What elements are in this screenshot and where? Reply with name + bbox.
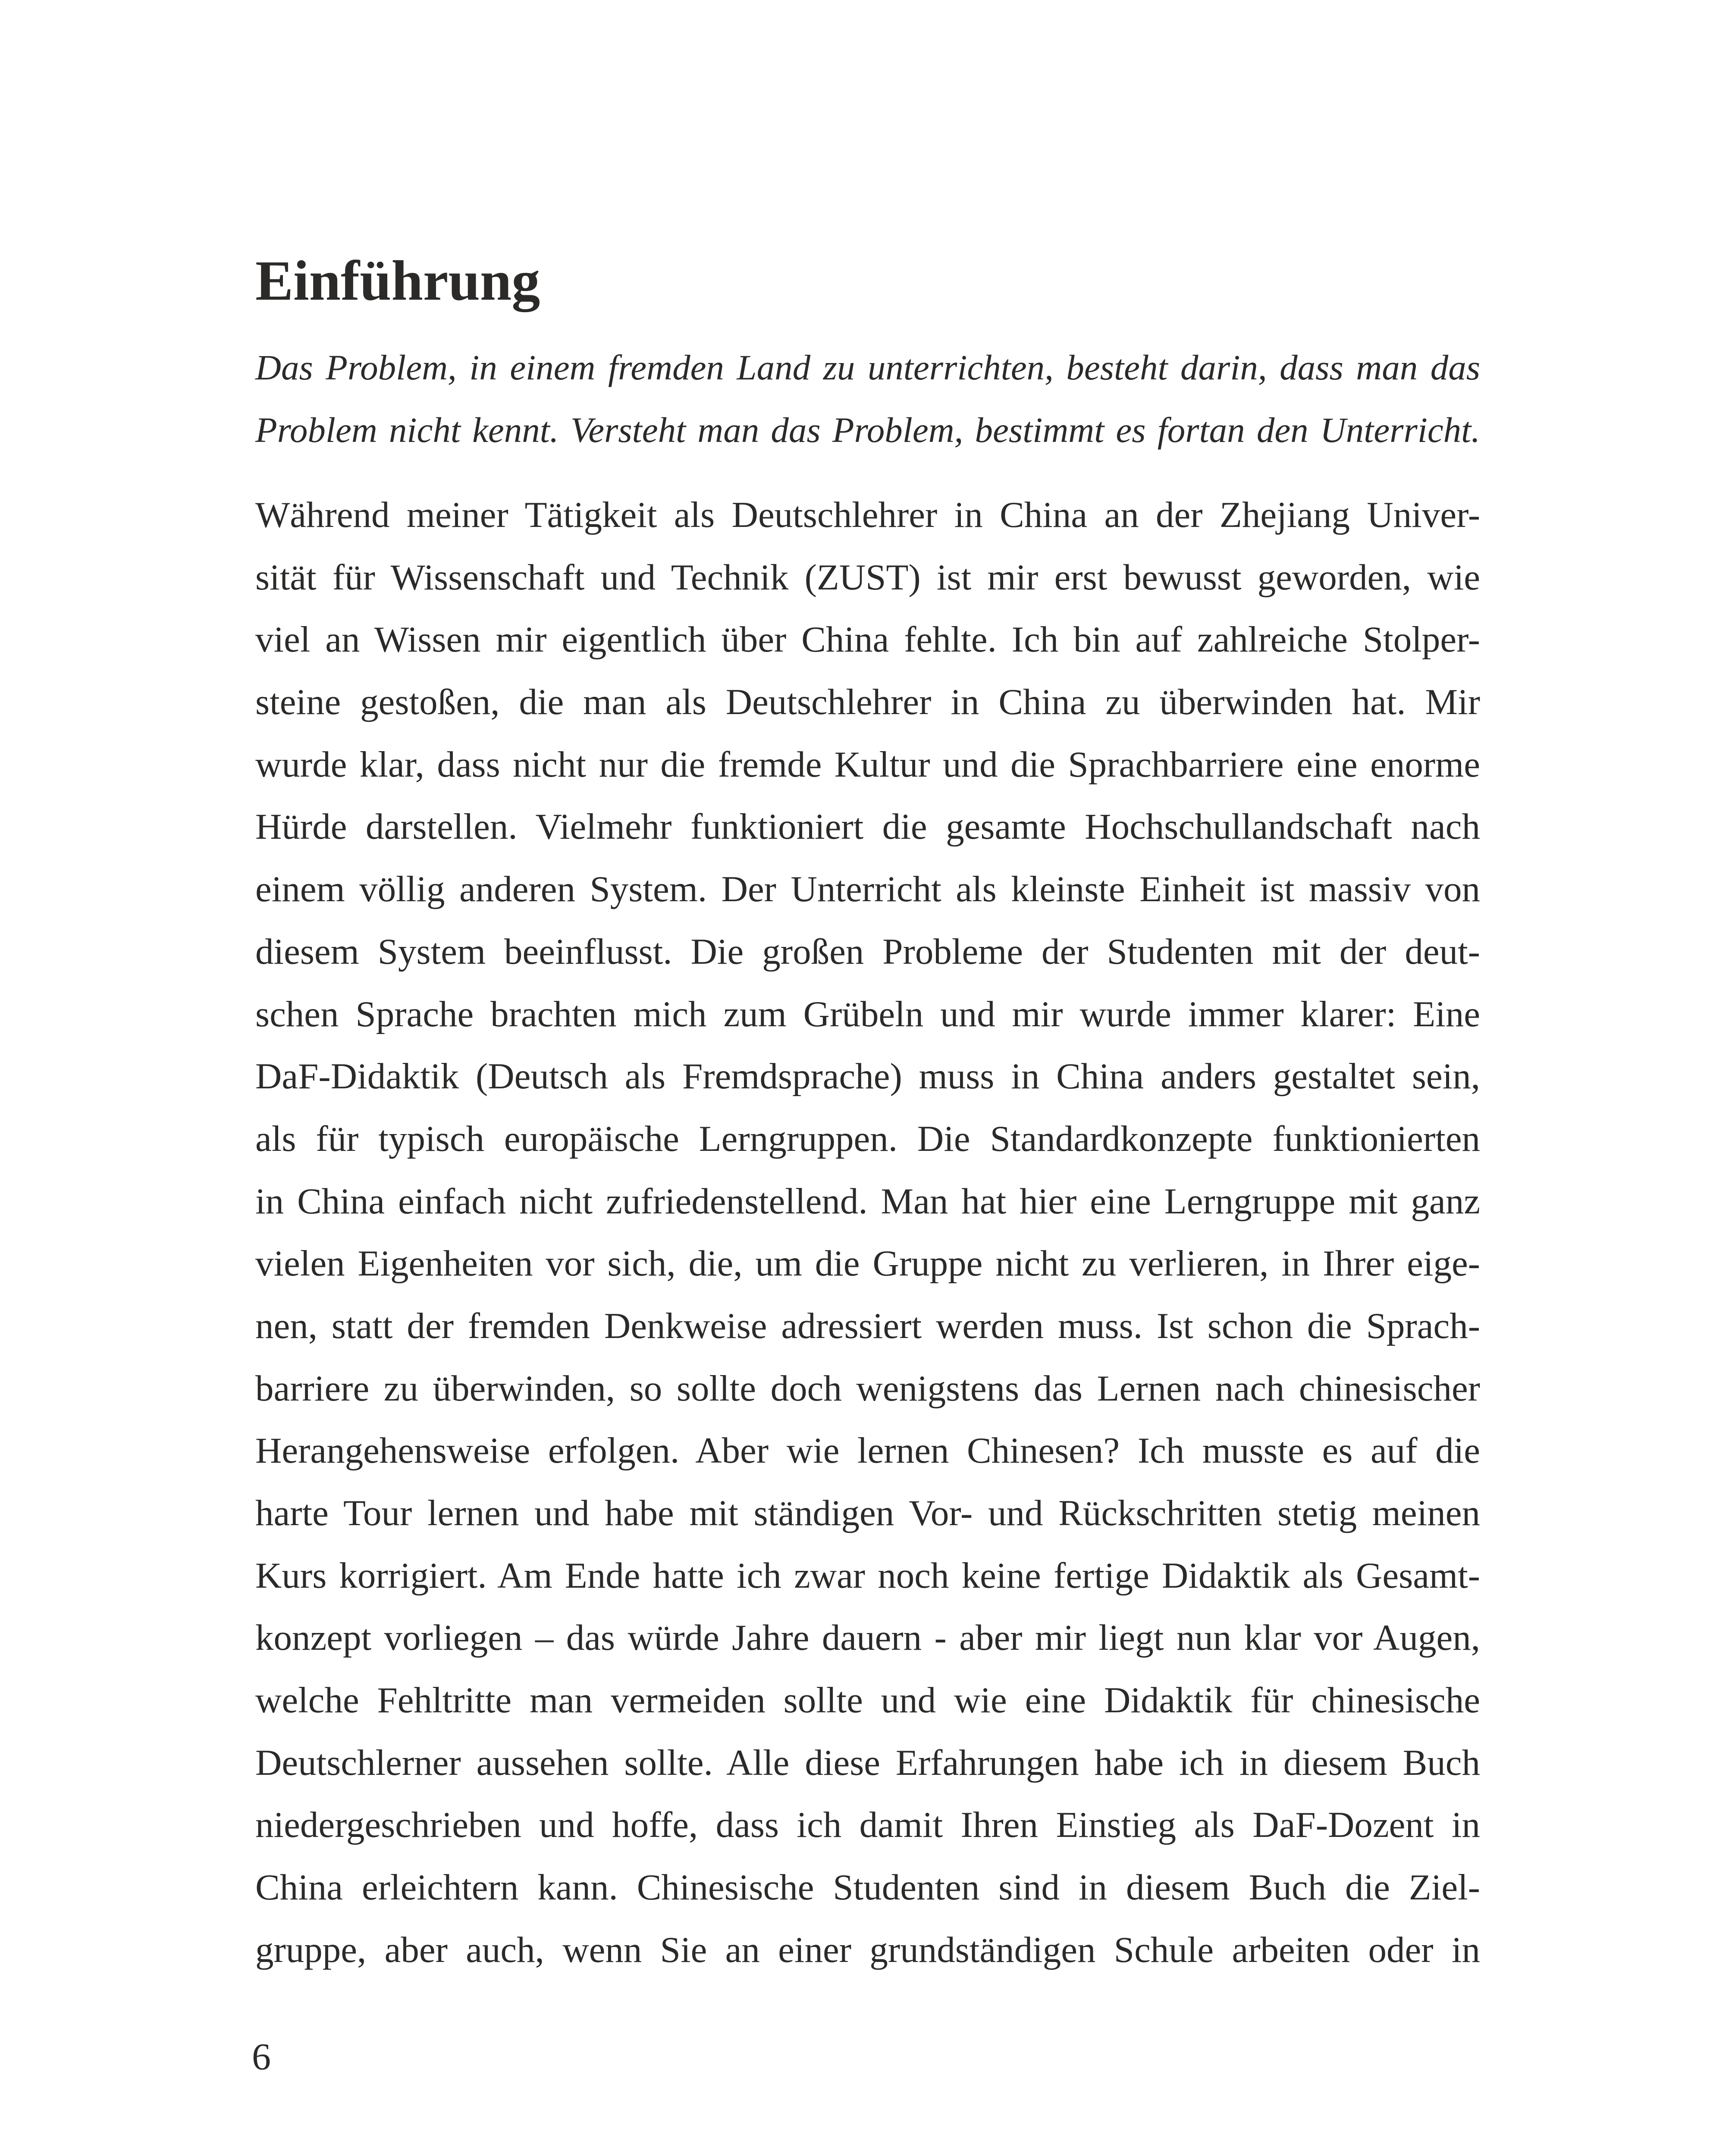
- text-line: China erleichtern kann. Chinesische Studenten sind in diesem Buch die Ziel-: [255, 1867, 1480, 1908]
- text-line: gruppe, aber auch, wenn Sie an einer grundständigen Schule arbeiten oder in: [255, 1929, 1480, 1970]
- text-line: einem völlig anderen System. Der Unterricht als kleinste Einheit ist massiv von: [255, 869, 1480, 910]
- text-line: als für typisch europäische Lerngruppen. Die Standardkonzepte funktionierten: [255, 1118, 1480, 1159]
- text-line: konzept vorliegen – das würde Jahre dauern - aber mir liegt nun klar vor Augen,: [255, 1617, 1480, 1658]
- text-line: vielen Eigenheiten vor sich, die, um die Gruppe nicht zu verlieren, in Ihrer eige-: [255, 1243, 1480, 1284]
- epigraph-line: Problem nicht kennt. Versteht man das Problem, bestimmt es fortan den Unterricht.: [255, 410, 1480, 450]
- text-line: welche Fehltritte man vermeiden sollte und wie eine Didaktik für chinesische: [255, 1680, 1480, 1721]
- epigraph-line: Das Problem, in einem fremden Land zu unterrichten, besteht darin, dass man das: [255, 348, 1480, 387]
- text-line: sität für Wissenschaft und Technik (ZUST) ist mir erst bewusst geworden, wie: [255, 557, 1480, 598]
- text-line: DaF-Didaktik (Deutsch als Fremdsprache) muss in China anders gestaltet sein,: [255, 1056, 1480, 1097]
- epigraph: [255, 336, 1480, 461]
- text-line: in China einfach nicht zufriedenstellend. Man hat hier eine Lerngruppe mit ganz: [255, 1181, 1480, 1222]
- text-line: Kurs korrigiert. Am Ende hatte ich zwar noch keine fertige Didaktik als Gesamt-: [255, 1555, 1480, 1596]
- text-line: steine gestoßen, die man als Deutschlehrer in China zu überwinden hat. Mir: [255, 682, 1480, 723]
- text-line: niedergeschrieben und hoffe, dass ich damit Ihren Einstieg als DaF-Dozent in: [255, 1805, 1480, 1846]
- text-line: Während meiner Tätigkeit als Deutschlehrer in China an der Zhejiang Univer-: [255, 495, 1480, 535]
- text-line: schen Sprache brachten mich zum Grübeln und mir wurde immer klarer: Eine: [255, 993, 1480, 1034]
- text-line: nen, statt der fremden Denkweise adressiert werden muss. Ist schon die Sprach-: [255, 1305, 1480, 1346]
- text-line: Hürde darstellen. Vielmehr funktioniert die gesamte Hochschullandschaft nach: [255, 806, 1480, 847]
- text-line: Deutschlerner aussehen sollte. Alle diese Erfahrungen habe ich in diesem Buch: [255, 1742, 1480, 1783]
- body-paragraph: [255, 484, 1480, 1981]
- text-line: wurde klar, dass nicht nur die fremde Kultur und die Sprachbarriere eine enorme: [255, 744, 1480, 785]
- text-line: diesem System beeinflusst. Die großen Probleme der Studenten mit der deut-: [255, 931, 1480, 972]
- text-line: viel an Wissen mir eigentlich über China fehlte. Ich bin auf zahlreiche Stolper-: [255, 619, 1480, 660]
- page-number: 6: [252, 2036, 271, 2078]
- text-line: Herangehensweise erfolgen. Aber wie lernen Chinesen? Ich musste es auf die: [255, 1430, 1480, 1471]
- text-line: barriere zu überwinden, so sollte doch wenigstens das Lernen nach chinesischer: [255, 1368, 1480, 1409]
- text-line: harte Tour lernen und habe mit ständigen Vor- und Rückschritten stetig meinen: [255, 1493, 1480, 1533]
- chapter-heading: Einführung: [255, 249, 540, 312]
